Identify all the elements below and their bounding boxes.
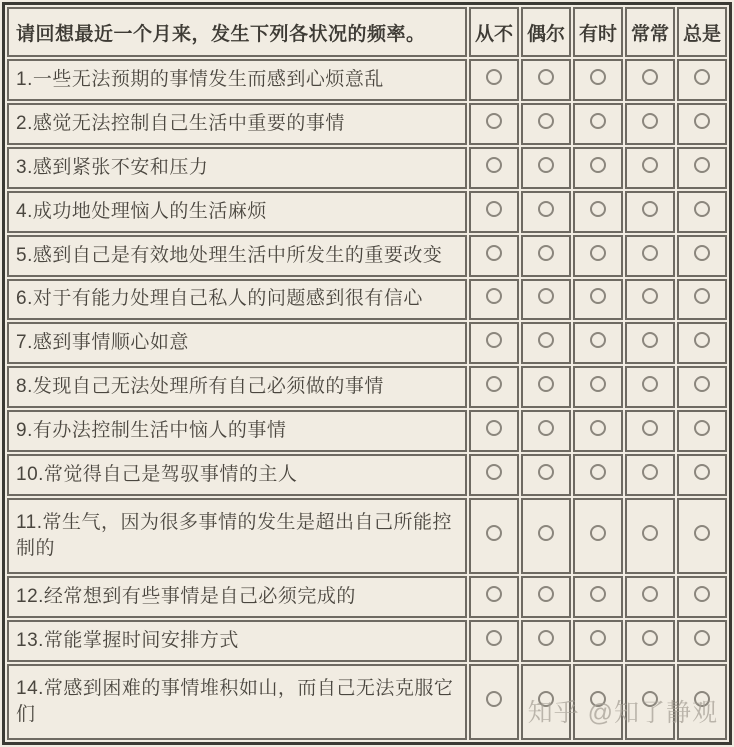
option-cell [677, 279, 727, 321]
option-cell [469, 191, 519, 233]
table-row [7, 620, 727, 662]
radio-button-icon[interactable] [538, 464, 554, 480]
option-cell [521, 576, 571, 618]
option-cell [625, 191, 675, 233]
option-cell [573, 279, 623, 321]
question-cell: 5.感到自己是有效地处理生活中所发生的重要改变 [7, 235, 467, 277]
option-cell [573, 147, 623, 189]
zhihu-watermark: 知乎 @知了静观 [527, 699, 718, 727]
option-cell [677, 410, 727, 452]
option-cell [573, 235, 623, 277]
option-cell [521, 235, 571, 277]
question-cell: 7.感到事情顺心如意 [7, 322, 467, 364]
question-cell: 12.经常想到有些事情是自己必须完成的 [7, 576, 467, 618]
radio-button-icon[interactable] [538, 245, 554, 261]
radio-button-icon[interactable] [486, 525, 502, 541]
question-cell: 6.对于有能力处理自己私人的问题感到很有信心 [7, 279, 467, 321]
radio-button-icon[interactable] [486, 420, 502, 436]
radio-button-icon[interactable] [694, 201, 710, 217]
option-cell [625, 59, 675, 101]
option-cell [625, 664, 675, 740]
option-cell [677, 322, 727, 364]
radio-button-icon[interactable] [590, 201, 606, 217]
radio-button-icon[interactable] [590, 332, 606, 348]
radio-button-icon[interactable] [642, 332, 658, 348]
radio-button-icon[interactable] [642, 420, 658, 436]
option-cell [469, 498, 519, 574]
radio-button-icon[interactable] [694, 630, 710, 646]
option-cell [521, 279, 571, 321]
table-row [7, 59, 727, 101]
radio-button-icon[interactable] [694, 245, 710, 261]
column-header-always: 总是 [677, 7, 727, 57]
option-cell [521, 664, 571, 740]
option-cell [625, 498, 675, 574]
table-row [7, 322, 727, 364]
option-cell [521, 191, 571, 233]
option-cell [521, 366, 571, 408]
radio-button-icon[interactable] [642, 245, 658, 261]
radio-button-icon[interactable] [486, 288, 502, 304]
radio-button-icon[interactable] [486, 157, 502, 173]
column-header-rarely: 偶尔 [521, 7, 571, 57]
radio-button-icon[interactable] [694, 586, 710, 602]
question-cell: 10.常觉得自己是驾驭事情的主人 [7, 454, 467, 496]
table-row [7, 454, 727, 496]
table-row [7, 103, 727, 145]
radio-button-icon[interactable] [642, 630, 658, 646]
option-cell [521, 59, 571, 101]
radio-button-icon[interactable] [694, 464, 710, 480]
radio-button-icon[interactable] [694, 113, 710, 129]
radio-button-icon[interactable] [538, 69, 554, 85]
radio-button-icon[interactable] [538, 376, 554, 392]
question-cell: 3.感到紧张不安和压力 [7, 147, 467, 189]
option-cell [573, 366, 623, 408]
radio-button-icon[interactable] [590, 69, 606, 85]
radio-button-icon[interactable] [538, 586, 554, 602]
radio-button-icon[interactable] [538, 525, 554, 541]
option-cell [677, 147, 727, 189]
table-row [7, 410, 727, 452]
table-row [7, 147, 727, 189]
option-cell [521, 322, 571, 364]
table-header-prompt: 请回想最近一个月来，发生下列各状况的频率。 [7, 7, 467, 57]
table-row [7, 576, 727, 618]
radio-button-icon[interactable] [538, 691, 554, 707]
radio-button-icon[interactable] [486, 113, 502, 129]
radio-button-icon[interactable] [590, 376, 606, 392]
option-cell [469, 147, 519, 189]
radio-button-icon[interactable] [642, 69, 658, 85]
option-cell [469, 103, 519, 145]
radio-button-icon[interactable] [590, 245, 606, 261]
table-row [7, 235, 727, 277]
radio-button-icon[interactable] [486, 376, 502, 392]
radio-button-icon[interactable] [538, 288, 554, 304]
radio-button-icon[interactable] [694, 157, 710, 173]
question-cell: 2.感觉无法控制自己生活中重要的事情 [7, 103, 467, 145]
radio-button-icon[interactable] [486, 464, 502, 480]
option-cell [469, 366, 519, 408]
option-cell [469, 664, 519, 740]
radio-button-icon[interactable] [694, 376, 710, 392]
radio-button-icon[interactable] [486, 69, 502, 85]
radio-button-icon[interactable] [642, 464, 658, 480]
question-cell: 13.常能掌握时间安排方式 [7, 620, 467, 662]
option-cell [469, 454, 519, 496]
option-cell [521, 620, 571, 662]
option-cell [677, 59, 727, 101]
option-cell [677, 235, 727, 277]
option-cell [677, 454, 727, 496]
option-cell [677, 620, 727, 662]
option-cell [625, 322, 675, 364]
radio-button-icon[interactable] [538, 420, 554, 436]
option-cell [469, 59, 519, 101]
option-cell [625, 279, 675, 321]
option-cell [677, 191, 727, 233]
radio-button-icon[interactable] [694, 525, 710, 541]
table-row [7, 498, 727, 574]
column-header-often: 常常 [625, 7, 675, 57]
table-row [7, 366, 727, 408]
question-cell: 9.有办法控制生活中恼人的事情 [7, 410, 467, 452]
radio-button-icon[interactable] [694, 332, 710, 348]
option-cell [469, 235, 519, 277]
option-cell [573, 103, 623, 145]
option-cell [573, 191, 623, 233]
radio-button-icon[interactable] [486, 201, 502, 217]
option-cell [521, 410, 571, 452]
radio-button-icon[interactable] [694, 420, 710, 436]
radio-button-icon[interactable] [486, 245, 502, 261]
radio-button-icon[interactable] [486, 586, 502, 602]
question-cell: 11.常生气，因为很多事情的发生是超出自己所能控制的 [7, 498, 467, 574]
radio-button-icon[interactable] [590, 420, 606, 436]
radio-button-icon[interactable] [590, 630, 606, 646]
option-cell [573, 410, 623, 452]
option-cell [677, 664, 727, 740]
option-cell [521, 454, 571, 496]
question-cell: 14.常感到困难的事情堆积如山，而自己无法克服它们 [7, 664, 467, 740]
radio-button-icon[interactable] [538, 113, 554, 129]
option-cell [469, 322, 519, 364]
option-cell [677, 498, 727, 574]
question-cell: 1.一些无法预期的事情发生而感到心烦意乱 [7, 59, 467, 101]
radio-button-icon[interactable] [590, 157, 606, 173]
option-cell [625, 410, 675, 452]
table-row [7, 191, 727, 233]
radio-button-icon[interactable] [694, 288, 710, 304]
option-cell [625, 576, 675, 618]
radio-button-icon[interactable] [538, 157, 554, 173]
option-cell [677, 103, 727, 145]
question-cell: 4.成功地处理恼人的生活麻烦 [7, 191, 467, 233]
column-header-sometimes: 有时 [573, 7, 623, 57]
radio-button-icon[interactable] [486, 332, 502, 348]
option-cell [625, 103, 675, 145]
radio-button-icon[interactable] [590, 288, 606, 304]
radio-button-icon[interactable] [590, 113, 606, 129]
radio-button-icon[interactable] [590, 691, 606, 707]
radio-button-icon[interactable] [590, 464, 606, 480]
option-cell [521, 498, 571, 574]
option-cell [573, 454, 623, 496]
option-cell [573, 620, 623, 662]
column-header-never: 从不 [469, 7, 519, 57]
stress-scale-table [2, 2, 732, 745]
radio-button-icon[interactable] [538, 201, 554, 217]
radio-button-icon[interactable] [538, 332, 554, 348]
option-cell [677, 576, 727, 618]
option-cell [573, 322, 623, 364]
table-row [7, 279, 727, 321]
option-cell [469, 576, 519, 618]
option-cell [469, 620, 519, 662]
radio-button-icon[interactable] [590, 525, 606, 541]
option-cell [625, 147, 675, 189]
radio-button-icon[interactable] [694, 69, 710, 85]
option-cell [573, 59, 623, 101]
radio-button-icon[interactable] [642, 525, 658, 541]
option-cell [521, 103, 571, 145]
radio-button-icon[interactable] [642, 586, 658, 602]
table-row [7, 664, 727, 740]
option-cell [573, 576, 623, 618]
radio-button-icon[interactable] [642, 691, 658, 707]
option-cell [625, 454, 675, 496]
radio-button-icon[interactable] [486, 630, 502, 646]
table-header-row [7, 7, 727, 57]
radio-button-icon[interactable] [538, 630, 554, 646]
radio-button-icon[interactable] [642, 113, 658, 129]
question-cell: 8.发现自己无法处理所有自己必须做的事情 [7, 366, 467, 408]
option-cell [469, 279, 519, 321]
radio-button-icon[interactable] [642, 376, 658, 392]
option-cell [573, 664, 623, 740]
radio-button-icon[interactable] [486, 691, 502, 707]
option-cell [625, 235, 675, 277]
radio-button-icon[interactable] [590, 586, 606, 602]
radio-button-icon[interactable] [642, 288, 658, 304]
option-cell [469, 410, 519, 452]
radio-button-icon[interactable] [642, 157, 658, 173]
option-cell [625, 366, 675, 408]
option-cell [521, 147, 571, 189]
option-cell [573, 498, 623, 574]
radio-button-icon[interactable] [694, 691, 710, 707]
option-cell [625, 620, 675, 662]
option-cell [677, 366, 727, 408]
radio-button-icon[interactable] [642, 201, 658, 217]
